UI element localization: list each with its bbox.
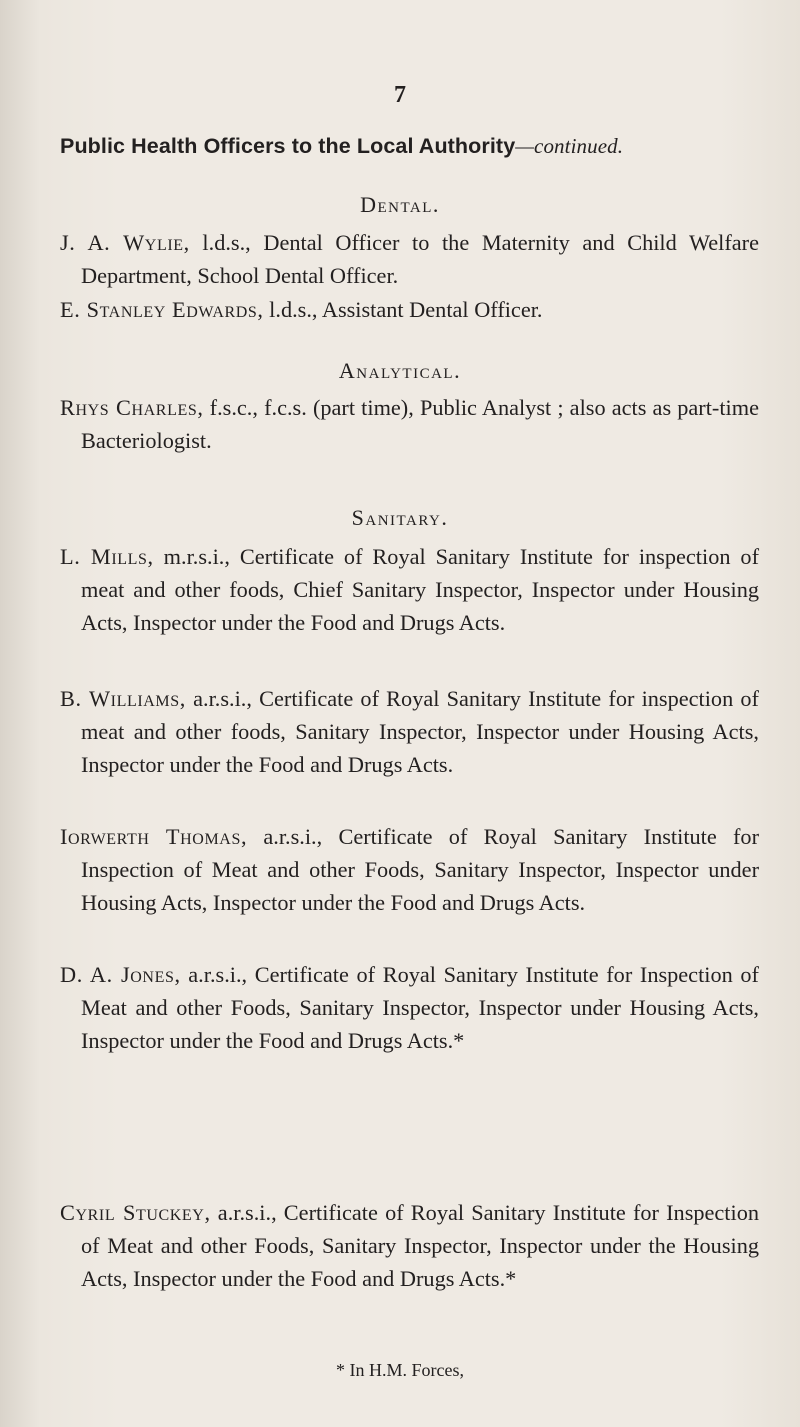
heading-main: Public Health Officers to the Local Authority <box>60 134 516 158</box>
entry-edwards <box>60 293 759 326</box>
page-number: 7 <box>394 82 406 108</box>
entry-name: Cyril Stuckey, <box>60 1200 211 1225</box>
section-title-sanitary: Sanitary. <box>351 505 449 530</box>
entry-wylie <box>60 226 759 292</box>
entry-name: Iorwerth Thomas, <box>60 824 248 849</box>
entry-charles <box>60 391 759 457</box>
entry-jones <box>60 958 759 1057</box>
entry-text: a.r.s.i., Certificate of Royal Sanitary Institute for Inspection of Meat and other Foods, Sanitary Inspector, Inspector under Housing Acts, Inspector under the Food and Drugs Acts. <box>81 824 760 915</box>
section-title-analytical: Analytical. <box>338 358 462 383</box>
page-heading <box>60 134 623 159</box>
section-title-dental: Dental. <box>360 192 440 217</box>
entry-thomas <box>60 820 759 919</box>
entry-name: Rhys Charles, <box>60 395 204 420</box>
entry-stuckey <box>60 1196 759 1295</box>
entry-name: J. A. Wylie, <box>60 230 190 255</box>
entry-name: B. Williams, <box>60 686 186 711</box>
entry-name: L. Mills, <box>60 544 154 569</box>
footnote: * In H.M. Forces, <box>336 1360 464 1380</box>
entry-text: l.d.s., Assistant Dental Officer. <box>263 297 543 322</box>
entry-text: a.r.s.i., Certificate of Royal Sanitary Institute for inspection of meat and other foods, Sanitary Inspector, Inspector under Housing Acts, Inspector under the Food and Drugs Acts. <box>81 686 759 777</box>
entry-text: l.d.s., Dental Officer to the Maternity and Child Welfare Department, School Dental Officer. <box>81 230 759 288</box>
entry-mills <box>60 540 759 639</box>
entry-text: m.r.s.i., Certificate of Royal Sanitary Institute for inspection of meat and other foods, Chief Sanitary Inspector, Inspector under Housing Acts, Inspector under the Food and Drugs Acts. <box>81 544 760 635</box>
entry-name: E. Stanley Edwards, <box>60 297 264 322</box>
entry-text: a.r.s.i., Certificate of Royal Sanitary Institute for Inspection of Meat and other Foods, Sanitary Inspector, Inspector under Housing Acts, Inspector under the Food and Drugs Acts.* <box>81 962 759 1053</box>
entry-name: D. A. Jones, <box>60 962 181 987</box>
entry-text: f.s.c., f.c.s. (part time), Public Analyst ; also acts as part-time Bacteriologist. <box>81 395 759 453</box>
entry-williams <box>60 682 759 781</box>
entry-text: a.r.s.i., Certificate of Royal Sanitary Institute for Inspection of Meat and other Foods, Sanitary Inspector, Inspector under the Housing Acts, Inspector under the Food and Drugs Acts.* <box>81 1200 759 1291</box>
heading-continued: —continued. <box>515 134 624 158</box>
